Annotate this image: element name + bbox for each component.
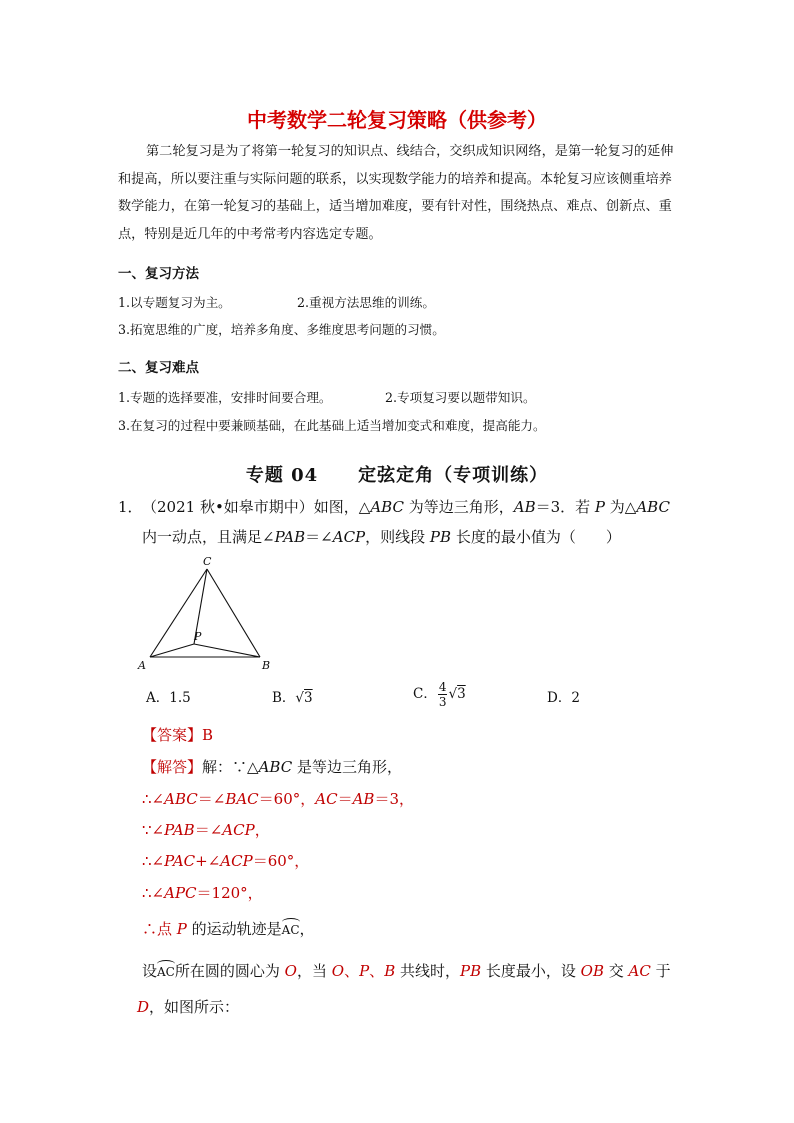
s-term: O	[284, 962, 297, 980]
s-text: 共线时，	[395, 962, 460, 980]
answer-label: 【答案】	[142, 726, 203, 744]
s-text: 是等边三角形，	[292, 758, 402, 776]
s-term: OB	[580, 962, 604, 980]
solution-line-3	[142, 819, 270, 840]
option-b-label: B．	[272, 690, 296, 706]
s-term: ABC	[164, 790, 198, 808]
segment-bp	[194, 644, 260, 657]
sqrt-symbol: √	[448, 686, 458, 702]
topic-label: 专题 04	[245, 465, 319, 486]
q-text: 长度的最小值为（ ）	[451, 528, 621, 546]
solution-label: 【解答】	[142, 758, 203, 776]
method-item-2: 2.重视方法思维的训练。	[297, 295, 435, 310]
topic-heading	[0, 461, 794, 487]
answer-value: B	[202, 726, 214, 744]
s-term: PAB	[164, 821, 195, 839]
s-term: ABC	[258, 758, 293, 776]
difficulty-item-3: 3.在复习的过程中要兼顾基础，在此基础上适当增加变式和难度，提高能力。	[118, 418, 546, 433]
section-heading-difficulties: 二、复习难点	[118, 360, 199, 376]
fraction-numerator: 4	[438, 680, 447, 694]
s-text: ＝∠	[197, 790, 226, 808]
solution-line-5	[142, 882, 263, 903]
question-line-2	[142, 526, 621, 547]
s-text: 、	[344, 962, 360, 980]
s-text: ∴∠	[142, 790, 165, 808]
page-title: 中考数学二轮复习策略（供参考）	[247, 108, 547, 132]
s-term: AB	[352, 790, 375, 808]
solution-line-8	[137, 996, 239, 1017]
section-heading-methods: 一、复习方法	[118, 266, 199, 282]
s-term: BAC	[225, 790, 259, 808]
s-term: AC	[628, 962, 651, 980]
s-text: 、	[369, 962, 385, 980]
s-text: 解：∵△	[202, 758, 259, 776]
method-item-3: 3.拓宽思维的广度，培养多角度、多维度思考问题的习惯。	[118, 322, 445, 337]
vertex-label-a: A	[138, 659, 146, 672]
q-text: ＝∠	[305, 528, 333, 546]
option-c	[413, 680, 466, 709]
sqrt-symbol: √	[295, 690, 305, 706]
s-term: ACP	[220, 852, 253, 870]
s-text: ＝60°，	[258, 790, 316, 808]
s-text: +∠	[195, 852, 221, 870]
option-d: D．2	[547, 690, 580, 706]
s-term: ACP	[222, 821, 255, 839]
s-text: ∵∠	[142, 821, 165, 839]
q-term: ABC	[370, 498, 404, 516]
s-text: ＝	[337, 790, 353, 808]
option-b	[272, 686, 313, 706]
q-text: 为等边三角形，	[403, 498, 514, 516]
option-c-label: C．	[413, 686, 437, 702]
question-line-1	[142, 496, 670, 517]
segment-bc	[207, 569, 260, 657]
s-text: 长度最小，设	[481, 962, 581, 980]
s-text: ＝3，	[374, 790, 414, 808]
method-item-1: 1.以专题复习为主。	[118, 295, 231, 310]
q-term: AB	[513, 498, 536, 516]
option-c-radicand: 3	[457, 686, 466, 702]
s-text: 设	[142, 962, 158, 980]
s-term: APC	[164, 884, 197, 902]
segment-ac	[150, 569, 207, 657]
s-text: ，	[299, 920, 315, 938]
question-source: （2021 秋•如皋市期中）如图，△	[142, 498, 371, 516]
s-term: PAC	[164, 852, 196, 870]
s-text: ∴∠	[142, 884, 165, 902]
s-text: ，	[254, 821, 270, 839]
s-text: 所在圆的圆心为	[174, 962, 285, 980]
s-text: ＝60°，	[252, 852, 310, 870]
option-a: A．1.5	[146, 690, 191, 706]
s-text: ＝∠	[194, 821, 223, 839]
q-text: ＝3．若	[535, 498, 595, 516]
s-text: ，当	[296, 962, 332, 980]
point-label-p: P	[194, 630, 202, 643]
fraction-denominator: 3	[438, 695, 447, 709]
q-term: P	[594, 498, 605, 516]
option-b-radicand: 3	[304, 690, 313, 706]
s-term: P	[176, 920, 187, 938]
q-text: 为△	[605, 498, 637, 516]
s-term: P	[359, 962, 370, 980]
s-term: O	[331, 962, 345, 980]
vertex-label-b: B	[262, 659, 271, 672]
vertex-label-c: C	[203, 555, 212, 568]
question-number: 1．	[118, 498, 143, 516]
s-text: ＝120°，	[196, 884, 263, 902]
q-term: ABC	[636, 498, 670, 516]
difficulty-item-2: 2.专项复习要以题带知识。	[385, 390, 536, 405]
difficulty-item-1: 1.专题的选择要准，安排时间要合理。	[118, 390, 332, 405]
s-term: AC	[315, 790, 338, 808]
s-term: B	[384, 962, 396, 980]
q-term: PAB	[274, 528, 306, 546]
triangle-figure	[130, 552, 290, 677]
s-text: 于	[650, 962, 671, 980]
triangle-lines	[150, 569, 260, 657]
fraction	[438, 680, 448, 709]
solution-line-7	[142, 960, 671, 981]
arc-ac: AC	[157, 965, 175, 979]
s-text: ∴点	[142, 920, 177, 938]
arc-ac: AC	[281, 923, 300, 937]
s-text: ，如图所示：	[149, 998, 240, 1016]
solution-line-6	[142, 918, 315, 939]
q-term: PB	[429, 528, 452, 546]
s-text: 交	[604, 962, 629, 980]
solution-line-1	[142, 756, 402, 777]
q-term: ACP	[332, 528, 366, 546]
q-text: ，则线段	[365, 528, 430, 546]
solution-line-2	[142, 788, 414, 809]
topic-name: 定弦定角（专项训练）	[358, 465, 549, 486]
s-term: D	[137, 998, 150, 1016]
s-term: PB	[460, 962, 482, 980]
q-text: 内一动点，且满足∠	[142, 528, 275, 546]
solution-line-4	[142, 850, 309, 871]
s-text: 的运动轨迹是	[186, 920, 282, 938]
intro-paragraph: 第二轮复习是为了将第一轮复习的知识点、线结合，交织成知识网络，是第一轮复习的延伸和提高，所以要注重与实际问题的联系，以实现数学能力的培养和提高。本轮复习应该侧重培养数学能力，在第一轮复习的基础上，适当增加难度，要有针对性，围绕热点、难点、创新点、重点，特别是近几年的中考常考内容选定专题。	[118, 144, 674, 242]
s-text: ∴∠	[142, 852, 165, 870]
answer-line	[142, 724, 213, 745]
